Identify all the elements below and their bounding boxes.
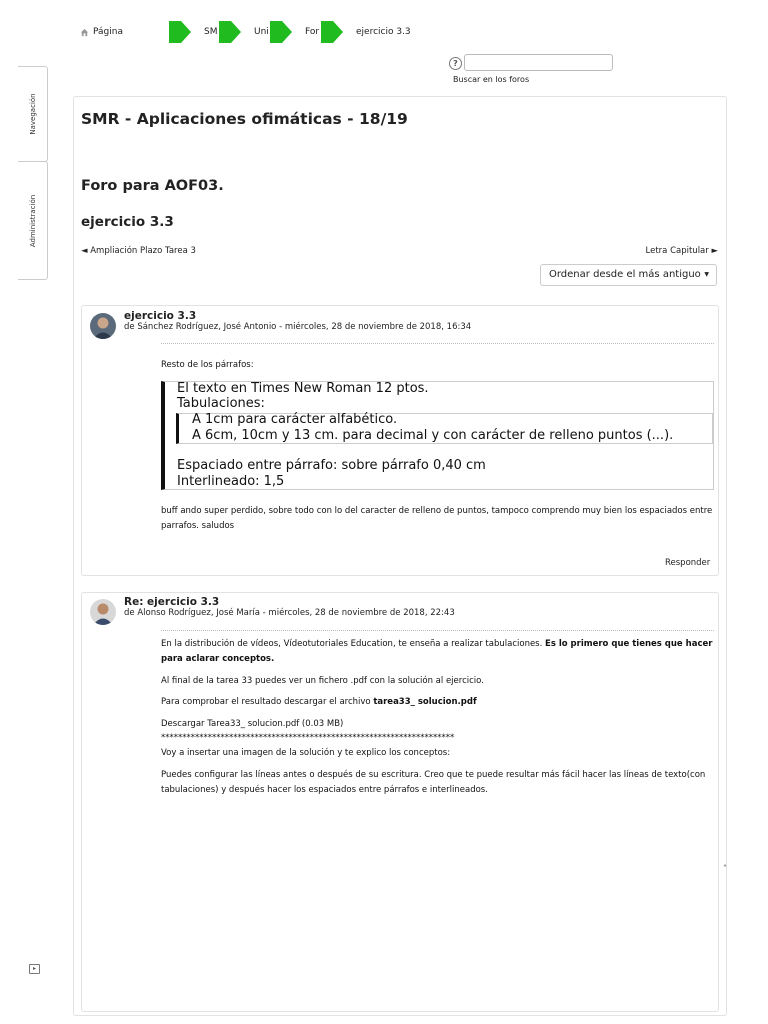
- post-text: Al final de la tarea 33 puedes ver un fichero .pdf con la solución al ejercicio.: [161, 676, 484, 686]
- breadcrumb-course[interactable]: SM: [204, 27, 218, 37]
- breadcrumb-page[interactable]: Página: [93, 27, 123, 37]
- reply-link[interactable]: Responder: [665, 558, 711, 568]
- breadcrumb-separator-icon: [321, 21, 343, 43]
- tab-administration-label: Administración: [28, 194, 37, 247]
- quote-line: Interlineado: 1,5: [177, 474, 285, 489]
- attachment-link[interactable]: tarea33_ solucion.pdf: [373, 697, 477, 707]
- chevron-down-icon: ▼: [704, 271, 709, 278]
- sort-select[interactable]: [540, 264, 717, 286]
- post-text: buff ando super perdido, sobre todo con lo del caracter de relleno de puntos, tampoco comprendo muy bien los espaciados entre parrafos. saludos: [161, 506, 713, 531]
- post-author: de Alonso Rodríguez, José María - miércoles, 28 de noviembre de 2018, 22:43: [124, 608, 455, 618]
- search-input[interactable]: [464, 54, 613, 71]
- divider: [161, 343, 714, 344]
- quote-line: Tabulaciones:: [177, 396, 265, 411]
- post-text-normal: Para comprobar el resultado descargar el archivo: [161, 697, 374, 707]
- tab-navigation[interactable]: [18, 66, 48, 162]
- post-text: Resto de los párrafos:: [161, 360, 254, 370]
- chevron-up-icon[interactable]: ˄: [723, 864, 727, 873]
- divider: [161, 630, 714, 631]
- quote-line: El texto en Times New Roman 12 ptos.: [177, 381, 429, 396]
- quote-line: Espaciado entre párrafo: sobre párrafo 0,40 cm: [177, 458, 486, 473]
- breadcrumb-separator-icon: [219, 21, 241, 43]
- download-link[interactable]: Descargar Tarea33_ solucion.pdf (0.03 MB): [161, 719, 344, 729]
- quote-line: A 1cm para carácter alfabético.: [192, 412, 398, 427]
- home-icon: [80, 28, 89, 37]
- breadcrumb-unit[interactable]: Uni: [254, 27, 269, 37]
- avatar[interactable]: [90, 313, 116, 339]
- dock-icon[interactable]: ▸: [29, 964, 40, 974]
- tab-navigation-label: Navegación: [28, 93, 37, 135]
- breadcrumb-current: ejercicio 3.3: [356, 27, 411, 37]
- search-label: Buscar en los foros: [453, 75, 530, 84]
- discussion-title: ejercicio 3.3: [81, 214, 174, 230]
- post-text-normal: En la distribución de vídeos, Vídeotutoriales Education, te enseña a realizar tabulaciones.: [161, 639, 546, 649]
- avatar[interactable]: [90, 599, 116, 625]
- post-subject: ejercicio 3.3: [124, 310, 197, 322]
- post-text: Voy a insertar una imagen de la solución y te explico los conceptos:: [161, 748, 451, 758]
- post-text: Puedes configurar las líneas antes o después de su escritura. Creo que te puede resultar más fácil hacer las líneas de texto(con tabulaciones) y después hacer los espaciados entre párrafos e interlineados.: [161, 770, 706, 795]
- breadcrumb-separator-icon: [169, 21, 191, 43]
- post-text: [161, 637, 714, 667]
- prev-discussion-link[interactable]: ◄ Ampliación Plazo Tarea 3: [81, 246, 196, 256]
- breadcrumb-separator-icon: [270, 21, 292, 43]
- tab-administration[interactable]: [18, 161, 48, 280]
- quote-line: A 6cm, 10cm y 13 cm. para decimal y con carácter de relleno puntos (...).: [192, 428, 674, 443]
- post-text: *********************************************************************: [161, 733, 455, 743]
- next-discussion-link[interactable]: Letra Capitular ►: [645, 246, 718, 256]
- post-subject: Re: ejercicio 3.3: [124, 596, 220, 608]
- forum-title: Foro para AOF03.: [81, 178, 224, 194]
- course-title: SMR - Aplicaciones ofimáticas - 18/19: [81, 110, 408, 128]
- post-text-bold: Es lo primero que tienes que hacer para aclarar conceptos.: [161, 639, 713, 664]
- sort-select-value: Ordenar desde el más antiguo: [549, 269, 701, 280]
- post-text: [161, 695, 477, 710]
- help-icon[interactable]: ?: [449, 57, 462, 70]
- breadcrumb-forum[interactable]: For: [305, 27, 320, 37]
- post-author: de Sánchez Rodríguez, José Antonio - miércoles, 28 de noviembre de 2018, 16:34: [124, 322, 472, 332]
